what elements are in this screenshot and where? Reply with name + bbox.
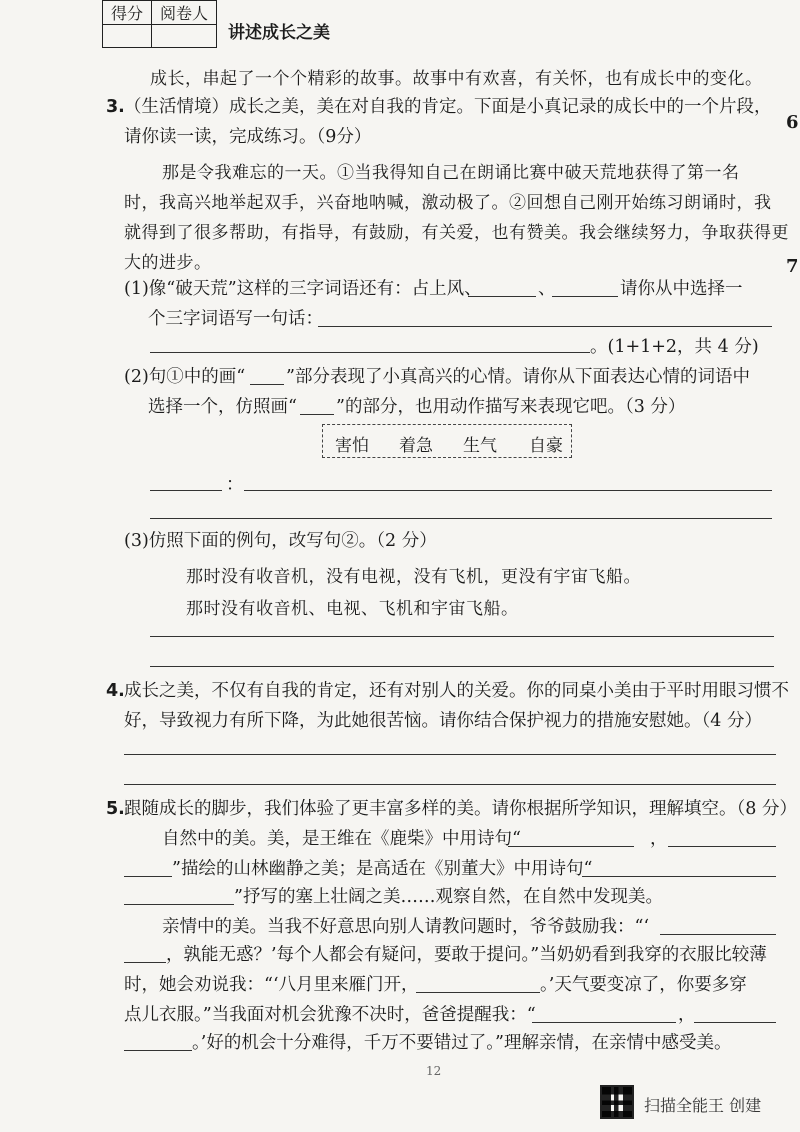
answer-line[interactable] xyxy=(150,352,590,353)
answer-line[interactable] xyxy=(150,518,772,519)
q5-line2-a: 自然中的美。美，是王维在《鹿柴》中用诗句“ xyxy=(162,829,521,849)
q3-sub2-line1-a: (2)句①中的画“ xyxy=(124,367,246,387)
blank-fill[interactable] xyxy=(300,414,334,415)
blank-fill[interactable] xyxy=(124,962,166,963)
passage-line: 大的进步。 xyxy=(124,253,212,273)
q5-line2-b: ， xyxy=(650,829,668,849)
q5-line9: 。’好的机会十分难得，千万不要错过了。”理解亲情，在亲情中感受美。 xyxy=(192,1033,732,1053)
q5-line5: 亲情中的美。当我不好意思向别人请教问题时，爷爷鼓励我：“‘ xyxy=(162,917,650,937)
answer-line[interactable] xyxy=(150,490,222,491)
mood-word-box xyxy=(322,424,572,458)
mood-word: 自豪 xyxy=(529,436,563,456)
answer-line[interactable] xyxy=(318,326,772,327)
blank-fill[interactable] xyxy=(668,846,776,847)
margin-mark-6: 6 xyxy=(786,112,799,133)
intro-text: 成长，串起了一个个精彩的故事。故事中有欢喜，有关怀，也有成长中的变化。 xyxy=(150,69,763,89)
q3-sub1-points: 。(1+1+2，共 4 分) xyxy=(590,337,759,357)
mood-word: 着急 xyxy=(399,436,433,456)
qr-code-icon xyxy=(600,1085,634,1119)
blank-fill[interactable] xyxy=(124,904,234,905)
q5-line7-a: 时，她会劝说我：“‘八月里来雁门开， xyxy=(124,975,419,995)
blank-fill[interactable] xyxy=(124,876,172,877)
mood-word: 生气 xyxy=(463,436,497,456)
q3-sub1-line2: 个三字词语写一句话： xyxy=(148,309,323,329)
q3-sub2-line1-b: ”部分表现了小真高兴的心情。请你从下面表达心情的词语中 xyxy=(286,367,750,387)
blank-fill[interactable] xyxy=(416,992,540,993)
margin-mark-7: 7 xyxy=(786,256,799,277)
blank-fill[interactable] xyxy=(532,1022,676,1023)
section-title: 讲述成长之美 xyxy=(228,23,330,43)
example-sentence-2: 那时没有收音机、电视、飞机和宇宙飞船。 xyxy=(186,599,519,619)
q5-line8: 点儿衣服。”当我面对机会犹豫不决时，爸爸提醒我：“ xyxy=(124,1005,536,1025)
q4-line2: 好，导致视力有所下降，为此她很苦恼。请你结合保护视力的措施安慰她。（4 分） xyxy=(124,711,762,731)
q5-line3: ”描绘的山林幽静之美；是高适在《别董大》中用诗句“ xyxy=(172,859,593,879)
answer-line[interactable] xyxy=(150,666,774,667)
answer-line[interactable] xyxy=(124,784,776,785)
blank-fill[interactable] xyxy=(124,1050,192,1051)
score-label: 得分 xyxy=(103,1,152,25)
q3-sub1-text-b: 请你从中选择一 xyxy=(620,279,743,299)
answer-line[interactable] xyxy=(124,754,776,755)
scanner-watermark: 扫描全能王 创建 xyxy=(644,1096,762,1115)
q5-line1: 跟随成长的脚步，我们体验了更丰富多样的美。请你根据所学知识，理解填空。（8 分） xyxy=(124,799,797,819)
q3-sub1-text-a: (1)像“破天荒”这样的三字词语还有：占上风、 xyxy=(124,279,482,299)
answer-line[interactable] xyxy=(244,490,772,491)
q3-sub3-prompt: (3)仿照下面的例句，改写句②。（2 分） xyxy=(124,531,437,551)
q3-sub2-line2-b: ”的部分，也用动作描写来表现它吧。（3 分） xyxy=(336,397,686,417)
q5-line7-b: 。’天气要变凉了，你要多穿 xyxy=(540,975,747,995)
q4-number: 4. xyxy=(106,681,125,701)
q5-line6: ，孰能无惑？’每个人都会有疑问，要敢于提问。”当奶奶看到我穿的衣服比较薄 xyxy=(166,945,767,965)
score-table xyxy=(102,0,217,48)
colon: ： xyxy=(226,475,244,495)
q4-line1: 成长之美，不仅有自我的肯定，还有对别人的关爱。你的同桌小美由于平时用眼习惯不 xyxy=(124,681,789,701)
blank-fill[interactable] xyxy=(582,876,776,877)
q5-line4: ”抒写的塞上壮阔之美……观察自然，在自然中发现美。 xyxy=(234,887,663,907)
blank-fill[interactable] xyxy=(250,384,284,385)
q5-line8-b: ， xyxy=(678,1005,696,1025)
mood-word: 害怕 xyxy=(335,436,369,456)
reviewer-label: 阅卷人 xyxy=(152,1,217,25)
blank-fill[interactable] xyxy=(468,296,536,297)
q3-prompt-line2: 请你读一读，完成练习。（9分） xyxy=(124,127,372,147)
q3-sub2-line2-a: 选择一个，仿照画“ xyxy=(148,397,297,417)
reviewer-cell[interactable] xyxy=(152,25,217,48)
q3-number: 3. xyxy=(106,97,125,117)
example-sentence-1: 那时没有收音机，没有电视，没有飞机，更没有宇宙飞船。 xyxy=(186,567,641,587)
q3-prompt-line1: （生活情境）成长之美，美在对自我的肯定。下面是小真记录的成长中的一个片段， xyxy=(124,97,772,117)
passage-line: 时，我高兴地举起双手，兴奋地呐喊，激动极了。②回想自己刚开始练习朗诵时，我 xyxy=(124,193,772,213)
answer-line[interactable] xyxy=(150,636,774,637)
blank-fill[interactable] xyxy=(552,296,618,297)
q3-sub1-sep: 、 xyxy=(538,279,556,299)
page-number: 12 xyxy=(426,1064,442,1078)
q5-number: 5. xyxy=(106,799,125,819)
passage-line: 就得到了很多帮助，有指导，有鼓励，有关爱，也有赞美。我会继续努力，争取获得更 xyxy=(124,223,789,243)
blank-fill[interactable] xyxy=(694,1022,776,1023)
blank-fill[interactable] xyxy=(508,846,634,847)
blank-fill[interactable] xyxy=(660,934,776,935)
score-cell[interactable] xyxy=(103,25,152,48)
passage-line: 那是令我难忘的一天。①当我得知自己在朗诵比赛中破天荒地获得了第一名 xyxy=(162,163,740,183)
